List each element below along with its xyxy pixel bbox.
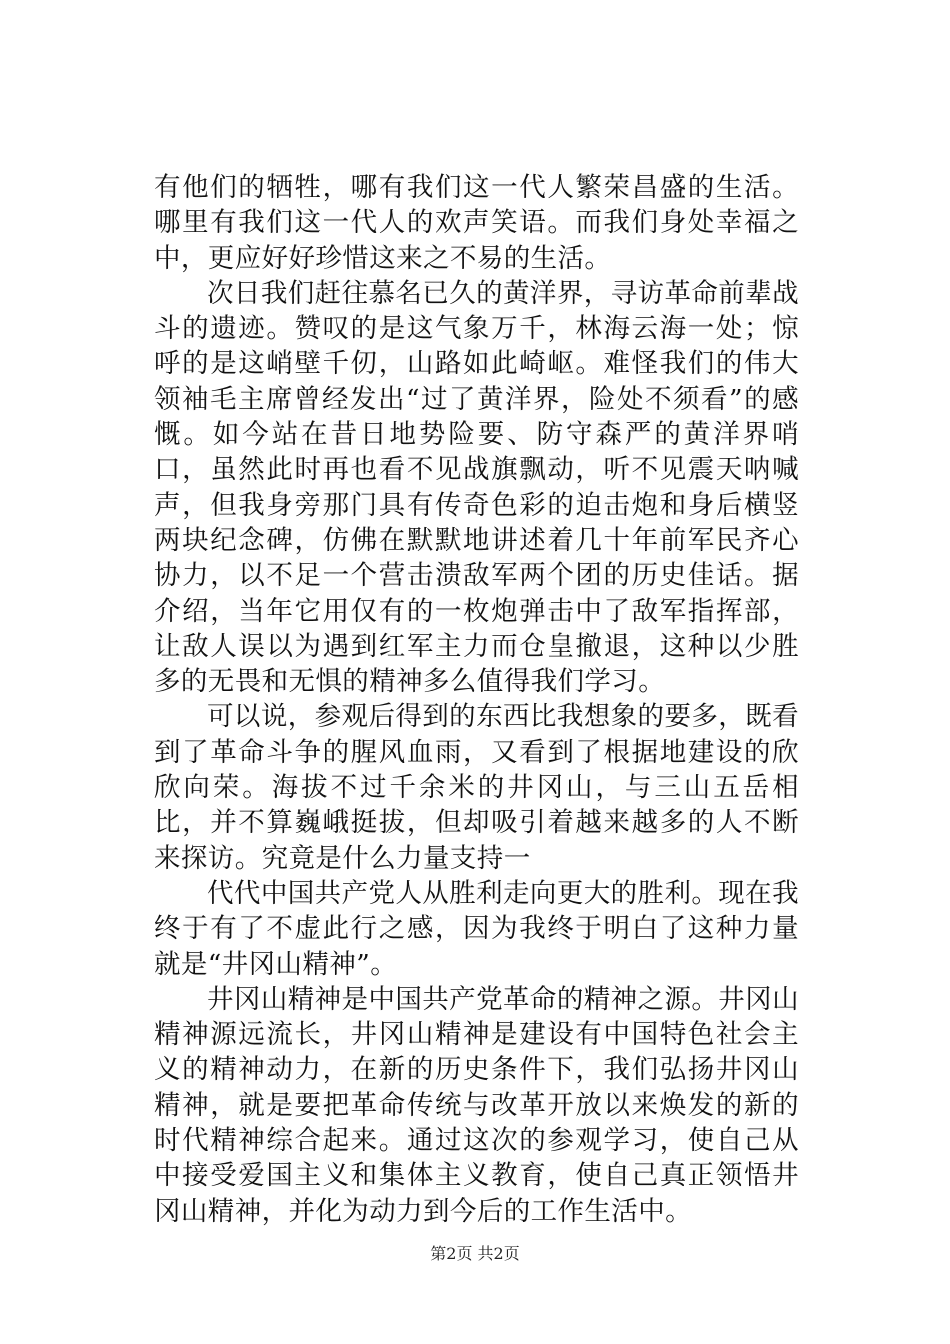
paragraph-visit-reflection: 可以说，参观后得到的东西比我想象的要多，既看到了革命斗争的腥风血雨，又看到了根据地建设的欣欣向荣。海拔不过千余米的井冈山，与三山五岳相比，并不算巍峨挺拔，但却吸引着越来越多的人不断来探访。究竟是什么力量支持一 [154,701,799,874]
paragraph-continuation: 有他们的牺牲，哪有我们这一代人繁荣昌盛的生活。哪里有我们这一代人的欢声笑语。而我们身处幸福之中，更应好好珍惜这来之不易的生活。 [154,172,799,274]
page-footer: 第2页 共2页 [430,1244,520,1263]
paragraph-jinggangshan-spirit-summary: 井冈山精神是中国共产党革命的精神之源。井冈山精神源远流长，井冈山精神是建设有中国特色社会主义的精神动力，在新的历史条件下，我们弘扬井冈山精神，就是要把革命传统与改革开放以来焕发的新的时代精神综合起来。通过这次的参观学习，使自己从中接受爱国主义和集体主义教育，使自己真正领悟井冈山精神，并化为动力到今后的工作生活中。 [154,983,799,1227]
paragraph-jinggangshan-spirit-realization: 代代中国共产党人从胜利走向更大的胜利。现在我终于有了不虚此行之感，因为我终于明白了这种力量就是“井冈山精神”。 [154,877,799,980]
paragraph-huangyangjie: 次日我们赶往慕名已久的黄洋界，寻访革命前辈战斗的遗迹。赞叹的是这气象万千，林海云海一处；惊呼的是这峭壁千仞，山路如此崎岖。难怪我们的伟大领袖毛主席曾经发出“过了黄洋界，险处不须看”的感慨。如今站在昔日地势险要、防守森严的黄洋界哨口，虽然此时再也看不见战旗飘动，听不见震天呐喊声，但我身旁那门具有传奇色彩的迫击炮和身后横竖两块纪念碑，仿佛在默默地讲述着几十年前军民齐心协力，以不足一个营击溃敌军两个团的历史佳话。据介绍，当年它用仅有的一枚炮弹击中了敌军指挥部，让敌人误以为遇到红军主力而仓皇撤退，这种以少胜多的无畏和无惧的精神多么值得我们学习。 [154,277,799,698]
document-body [154,170,799,1229]
